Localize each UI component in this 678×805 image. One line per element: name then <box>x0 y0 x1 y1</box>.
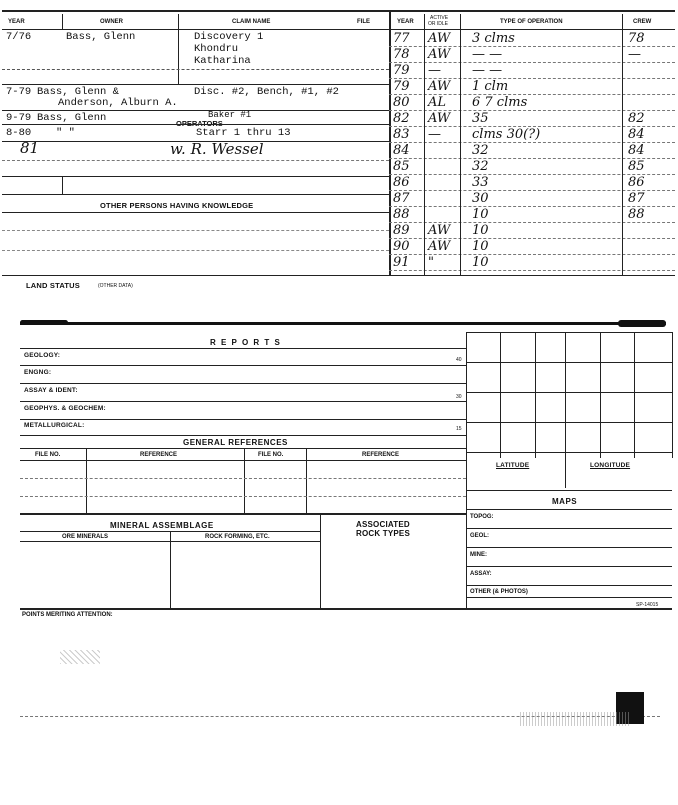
activity-status: — <box>428 127 441 142</box>
activity-crew: 82 <box>628 111 645 126</box>
grid-line <box>672 332 673 458</box>
land-status-label: LAND STATUS <box>26 281 81 290</box>
activity-operation: 32 <box>472 143 489 158</box>
activity-operation: 10 <box>472 255 489 270</box>
entry-owner: Bass, Glenn <box>37 112 107 124</box>
ref-col-file-no-2: FILE NO. <box>258 452 284 458</box>
scale-mark: 40 <box>456 357 462 363</box>
grid-line <box>466 362 672 363</box>
activity-status: " <box>428 255 434 270</box>
activity-status: AW <box>428 111 451 126</box>
activity-crew: — <box>628 47 641 62</box>
activity-crew: 88 <box>628 207 645 222</box>
activity-operation: 33 <box>472 175 489 190</box>
entry-claim: Discovery 1 <box>194 31 264 43</box>
header-or-idle: OR IDLE <box>428 21 449 27</box>
activity-year: 80 <box>393 95 410 110</box>
activity-row-rule <box>389 270 675 271</box>
ref-col-reference-2: REFERENCE <box>362 452 400 458</box>
scale-mark: 30 <box>456 394 462 400</box>
activity-year: 79 <box>393 79 410 94</box>
activity-status: AW <box>428 79 451 94</box>
activity-status: AW <box>428 239 451 254</box>
activity-year: 86 <box>393 175 410 190</box>
report-geology: GEOLOGY: <box>24 352 61 359</box>
entry-owner: Bass, Glenn & <box>37 86 119 98</box>
activity-operation: 32 <box>472 159 489 174</box>
grid-line <box>466 422 672 423</box>
activity-operation: 10 <box>472 239 489 254</box>
report-engng: ENGNG: <box>24 369 52 376</box>
activity-operation: 10 <box>472 223 489 238</box>
header-owner: OWNER <box>100 19 123 25</box>
activity-operation: — — <box>472 47 503 62</box>
grid-line <box>500 332 501 458</box>
map-topog: TOPOG: <box>470 514 494 520</box>
associated-label: ASSOCIATED <box>356 520 410 529</box>
activity-status: AW <box>428 31 451 46</box>
ref-col-file-no: FILE NO. <box>35 452 61 458</box>
entry-year: 7-79 <box>6 86 32 98</box>
activity-crew: 84 <box>628 143 645 158</box>
activity-year: 78 <box>393 47 410 62</box>
header-active: ACTIVE <box>430 15 449 21</box>
header-claim-name: CLAIM NAME <box>232 19 271 25</box>
grid-line <box>466 452 672 453</box>
activity-year: 82 <box>393 111 410 126</box>
header-year-2: YEAR <box>397 19 414 25</box>
activity-year: 84 <box>393 143 410 158</box>
activity-status: AW <box>428 47 451 62</box>
scan-noise <box>520 712 630 726</box>
maps-title: MAPS <box>552 497 578 506</box>
activity-year: 88 <box>393 207 410 222</box>
grid-line <box>535 332 536 458</box>
activity-year: 77 <box>393 31 410 46</box>
other-persons-label: OTHER PERSONS HAVING KNOWLEDGE <box>100 201 254 210</box>
activity-operation: clms 30(?) <box>472 127 541 142</box>
activity-operation: 30 <box>472 191 489 206</box>
entry-owner-2: Anderson, Alburn A. <box>58 97 178 109</box>
activity-year: 91 <box>393 255 410 270</box>
activity-year: 87 <box>393 191 410 206</box>
activity-crew: 78 <box>628 31 645 46</box>
entry-claim-handwritten: w. R. Wessel <box>170 140 264 158</box>
activity-status: AW <box>428 223 451 238</box>
activity-crew: 84 <box>628 127 645 142</box>
activity-operation: 35 <box>472 111 489 126</box>
entry-owner: Bass, Glenn <box>66 31 136 43</box>
entry-year: 7/76 <box>6 31 32 43</box>
grid-line <box>634 332 635 458</box>
map-geol: GEOL: <box>470 533 489 539</box>
reports-title: R E P O R T S <box>210 338 282 347</box>
entry-operators-label: OPERATORS <box>176 119 223 128</box>
mineral-assemblage-title: MINERAL ASSEMBLAGE <box>110 521 214 530</box>
activity-status: AL <box>428 95 447 110</box>
entry-year: 9-79 <box>6 112 32 124</box>
grid-line <box>600 332 601 458</box>
entry-claim: Katharina <box>194 55 251 67</box>
grid-line <box>466 392 672 393</box>
grid-line <box>565 332 566 458</box>
activity-operation: 1 clm <box>472 79 509 94</box>
header-crew: CREW <box>633 19 652 25</box>
grid-line <box>466 332 467 458</box>
map-assay: ASSAY: <box>470 571 492 577</box>
entry-claim: Baker #1 <box>208 110 252 120</box>
header-type-of-operation: TYPE OF OPERATION <box>500 19 563 25</box>
entry-year-handwritten: 81 <box>20 139 40 157</box>
activity-year: 85 <box>393 159 410 174</box>
activity-crew: 86 <box>628 175 645 190</box>
ref-col-reference: REFERENCE <box>140 452 178 458</box>
entry-claim: Disc. #2, Bench, #1, #2 <box>194 86 339 98</box>
activity-year: 89 <box>393 223 410 238</box>
report-metallurgical: METALLURGICAL: <box>24 422 85 429</box>
entry-year: 8-80 <box>6 127 32 139</box>
rock-forming-label: ROCK FORMING, ETC. <box>205 534 270 540</box>
activity-year: 83 <box>393 127 410 142</box>
scan-noise <box>60 650 100 664</box>
activity-year: 90 <box>393 239 410 254</box>
form-number: SP-14015 <box>636 602 659 608</box>
map-mine: MINE: <box>470 552 487 558</box>
grid-line <box>466 332 672 333</box>
latitude-label: LATITUDE <box>496 462 530 469</box>
activity-operation: 10 <box>472 207 489 222</box>
entry-claim: Starr 1 thru 13 <box>196 127 291 139</box>
report-geophys: GEOPHYS. & GEOCHEM: <box>24 405 106 412</box>
activity-crew: 87 <box>628 191 645 206</box>
ore-minerals-label: ORE MINERALS <box>62 534 109 540</box>
general-references-title: GENERAL REFERENCES <box>183 438 288 447</box>
activity-status: — <box>428 63 441 78</box>
header-file: FILE <box>357 19 370 25</box>
header-year: YEAR <box>8 19 25 25</box>
entry-owner: " " <box>56 127 75 139</box>
rock-types-label: ROCK TYPES <box>356 529 411 538</box>
activity-operation: — — <box>472 63 503 78</box>
activity-operation: 6 7 clms <box>472 95 528 110</box>
longitude-label: LONGITUDE <box>590 462 631 469</box>
points-meriting-attention: POINTS MERITING ATTENTION: <box>22 612 113 618</box>
activity-year: 79 <box>393 63 410 78</box>
activity-crew: 85 <box>628 159 645 174</box>
entry-claim: Khondru <box>194 43 239 55</box>
land-status-sub: (OTHER DATA) <box>98 283 133 289</box>
map-other: OTHER (& PHOTOS) <box>470 589 528 595</box>
scale-mark: 15 <box>456 426 462 432</box>
activity-operation: 3 clms <box>472 31 515 46</box>
report-assay: ASSAY & IDENT: <box>24 387 78 394</box>
